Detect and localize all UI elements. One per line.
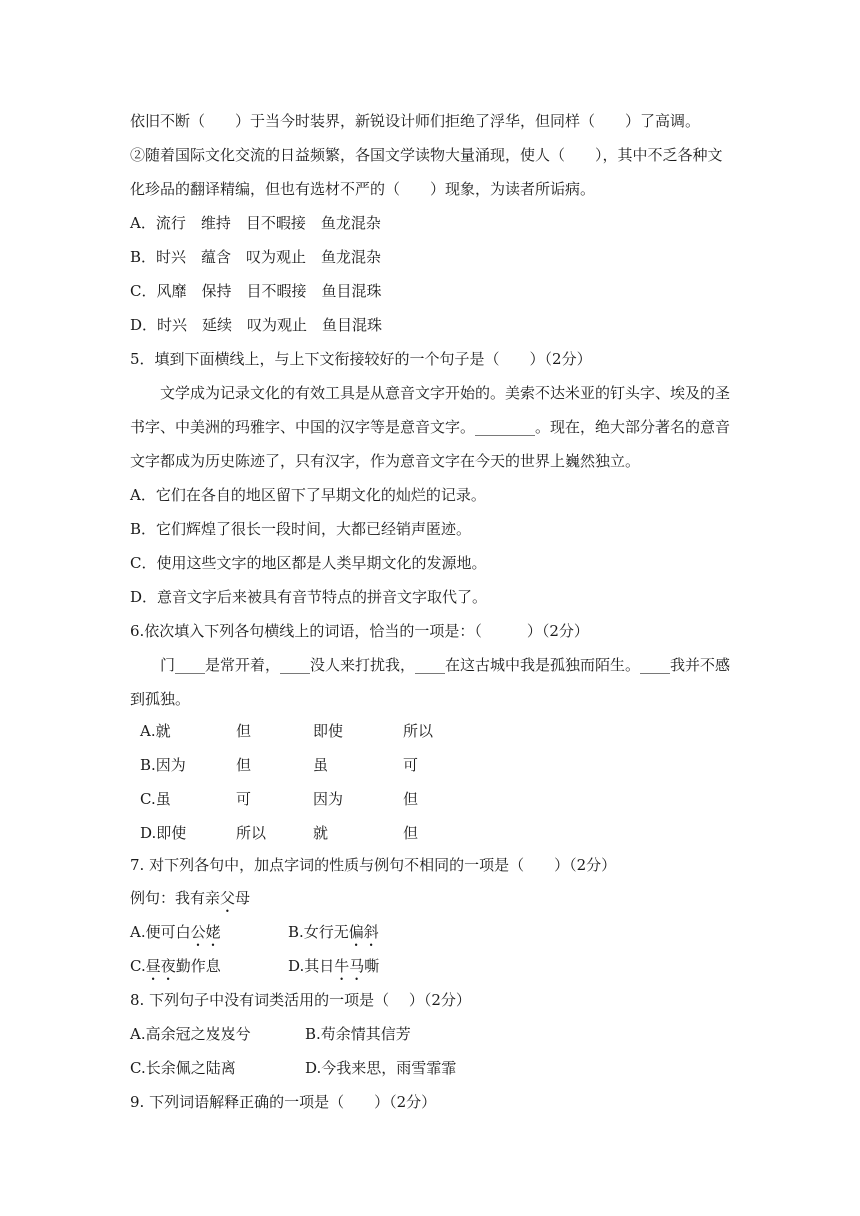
q4-line-1: 依旧不断（ ）于当今时装界，新锐设计师们拒绝了浮华，但同样（ ）了高调。 — [130, 112, 701, 130]
q4-option-d: D．时兴 延续 叹为观止 鱼目混珠 — [130, 316, 383, 334]
q4-option-b: B．时兴 蕴含 叹为观止 鱼龙混杂 — [130, 248, 382, 266]
q8-option-b: B.苟余情其信芳 — [305, 1025, 411, 1043]
q6-a-col-3: 即使 — [313, 722, 344, 740]
q5-option-c: C．使用这些文字的地区都是人类早期文化的发源地。 — [130, 554, 487, 572]
q4-line-3: 化珍品的翻译精编，但也有选材不严的（ ）现象，为读者所诟病。 — [130, 180, 596, 198]
q7-c-suffix: 勤作息 — [175, 957, 221, 975]
q7-example — [130, 888, 250, 916]
q7-option-d — [288, 956, 379, 984]
q7-b-prefix: B.女行无 — [288, 923, 349, 941]
q6-a-col-1: A.就 — [140, 722, 171, 740]
q7-example-suffix: 母 — [235, 889, 251, 907]
q6-b-col-3: 虽 — [313, 756, 329, 774]
q7-c-prefix: C. — [130, 957, 146, 975]
q8-stem: 8. 下列句子中没有词类活用的一项是（ ）（2分） — [130, 991, 471, 1009]
q6-stem: 6.依次填入下列各句横线上的词语，恰当的一项是：（ ）（2分） — [130, 622, 589, 640]
q5-option-a: A．它们在各自的地区留下了早期文化的灿烂的记录。 — [130, 486, 486, 504]
q7-option-a — [130, 922, 221, 950]
q6-passage-line-2: 到孤独。 — [130, 690, 191, 708]
q8-option-d: D.今我来思，雨雪霏霏 — [305, 1059, 457, 1077]
q5-stem: 5．填到下面横线上，与上下文衔接较好的一个句子是（ ）（2分） — [130, 350, 592, 368]
q7-d-suffix: 嘶 — [364, 957, 380, 975]
q7-a-dotted: 公姥 — [190, 923, 221, 941]
q6-d-col-2: 所以 — [236, 824, 267, 842]
q7-example-dotted: 父 — [220, 889, 236, 907]
q6-c-col-2: 可 — [236, 790, 252, 808]
q5-option-d: D．意音文字后来被具有音节特点的拼音文字取代了。 — [130, 588, 488, 606]
q6-d-col-1: D.即使 — [140, 824, 187, 842]
q8-option-c: C.长余佩之陆离 — [130, 1059, 236, 1077]
q7-a-prefix: A.便可白 — [130, 923, 191, 941]
q8-option-a: A.高余冠之岌岌兮 — [130, 1025, 251, 1043]
q4-line-2: ②随着国际文化交流的日益频繁，各国文学读物大量涌现，使人（ ），其中不乏各种文 — [130, 146, 723, 164]
q7-d-prefix: D.其日 — [288, 957, 335, 975]
q6-passage-line-1: 门____是常开着，____没人来打扰我，____在这古城中我是孤独而陌生。____我并不感 — [130, 656, 731, 674]
q5-passage-line-3: 文字都成为历史陈迹了，只有汉字，作为意音文字在今天的世界上巍然独立。 — [130, 452, 641, 470]
q6-d-col-4: 但 — [403, 824, 419, 842]
q4-option-a: A．流行 维持 目不暇接 鱼龙混杂 — [130, 214, 381, 232]
q7-example-prefix: 例句：我有亲 — [130, 889, 221, 907]
q9-stem: 9. 下列词语解释正确的一项是（ ）（2分） — [130, 1093, 437, 1111]
q5-option-b: B．它们辉煌了很长一段时间，大都已经销声匿迹。 — [130, 520, 472, 538]
q5-passage-line-1: 文学成为记录文化的有效工具是从意音文字开始的。美索不达米亚的钉头字、埃及的圣 — [130, 384, 731, 402]
q4-option-c: C．风靡 保持 目不暇接 鱼目混珠 — [130, 282, 382, 300]
q7-stem: 7. 对下列各句中，加点字词的性质与例句不相同的一项是（ ）（2分） — [130, 856, 617, 874]
q6-c-col-3: 因为 — [313, 790, 344, 808]
q7-d-dotted: 牛马 — [334, 957, 365, 975]
q7-c-dotted: 昼夜 — [145, 957, 176, 975]
q7-option-b — [288, 922, 379, 950]
q6-c-col-1: C.虽 — [140, 790, 171, 808]
q6-b-col-2: 但 — [236, 756, 252, 774]
q6-d-col-3: 就 — [313, 824, 329, 842]
q6-b-col-1: B.因为 — [140, 756, 186, 774]
q6-a-col-4: 所以 — [403, 722, 434, 740]
q5-passage-line-2: 书字、中美洲的玛雅字、中国的汉字等是意音文字。________。现在，绝大部分著名的意音 — [130, 418, 731, 436]
q6-c-col-4: 但 — [403, 790, 419, 808]
q6-a-col-2: 但 — [236, 722, 252, 740]
q7-b-dotted: 偏斜 — [348, 923, 379, 941]
q7-option-c — [130, 956, 221, 984]
q6-b-col-4: 可 — [403, 756, 419, 774]
